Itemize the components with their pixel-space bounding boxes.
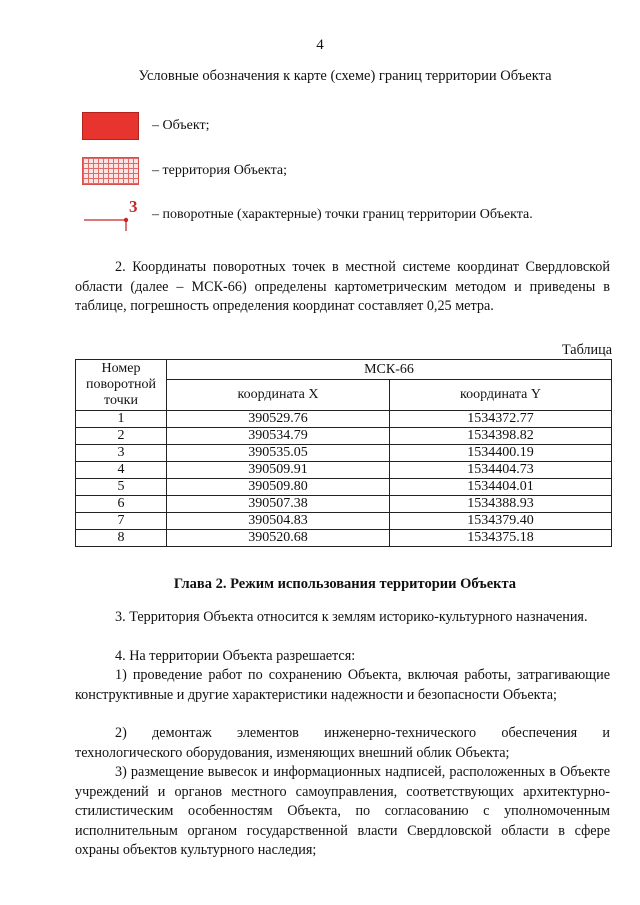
cell-point: 2 <box>76 428 167 445</box>
cell-y: 1534375.18 <box>390 530 612 547</box>
table-row <box>76 462 612 479</box>
header-point-number: Номер поворотной точки <box>76 360 167 411</box>
cell-x: 390534.79 <box>167 428 390 445</box>
cell-y: 1534400.19 <box>390 445 612 462</box>
legend-title: Условные обозначения к карте (схеме) границ территории Объекта <box>138 68 552 84</box>
cell-x: 390529.76 <box>167 411 390 428</box>
page-number: 4 <box>316 37 324 53</box>
cell-y: 1534404.01 <box>390 479 612 496</box>
table-row <box>76 530 612 547</box>
header-y: координата Y <box>390 380 612 411</box>
cell-point: 8 <box>76 530 167 547</box>
cell-x: 390509.91 <box>167 462 390 479</box>
red-fill-swatch-icon <box>82 112 139 140</box>
cell-y: 1534398.82 <box>390 428 612 445</box>
legend-item-object <box>82 112 622 142</box>
cell-point: 3 <box>76 445 167 462</box>
marker-label: 3 <box>129 198 138 216</box>
legend-text-object: – Объект; <box>152 118 210 133</box>
cell-point: 4 <box>76 462 167 479</box>
legend-text-turning-points: – поворотные (характерные) точки границ территории Объекта. <box>152 207 533 222</box>
paragraph-4: 4. На территории Объекта разрешается: <box>115 648 356 664</box>
list-item-1: 1) проведение работ по сохранению Объекта, включая работы, затрагивающие конструктивные и другие характеристики надежности и безопасности Объекта; <box>75 667 610 703</box>
paragraph-2: 2. Координаты поворотных точек в местной системе координат Свердловской области (далее – МСК-66) определены картометрическим методом и приведены в таблице, погрешность определения координат составляет 0,25 метра. <box>75 259 610 314</box>
paragraph-3: 3. Территория Объекта относится к землям историко-культурного назначения. <box>115 609 588 625</box>
header-coordinate-system: МСК-66 <box>167 360 612 380</box>
legend-item-territory <box>82 157 622 187</box>
turning-point-marker-icon <box>82 198 144 234</box>
table-row <box>76 513 612 530</box>
chapter-title: Глава 2. Режим использования территории Объекта <box>173 576 517 592</box>
hatched-grid-swatch-icon <box>82 157 139 185</box>
table-row <box>76 479 612 496</box>
cell-y: 1534388.93 <box>390 496 612 513</box>
cell-point: 5 <box>76 479 167 496</box>
list-item-3: 3) размещение вывесок и информационных надписей, расположенных в Объекте учреждений и органов местного самоуправления, соответствующих архитектурно-стилистическим особенностям Объекта, по согласованию с уполномоченным исполнительным органом государственной власти Свердловской области в сфере охраны объектов культурного наследия; <box>75 764 610 858</box>
table-row <box>76 428 612 445</box>
cell-y: 1534404.73 <box>390 462 612 479</box>
list-item-2: 2) демонтаж элементов инженерно-технического обеспечения и технологического оборудования, изменяющих внешний облик Объекта; <box>75 725 610 761</box>
table-row <box>76 445 612 462</box>
legend-item-turning-point <box>82 198 622 236</box>
table-row <box>76 411 612 428</box>
cell-y: 1534379.40 <box>390 513 612 530</box>
table-caption: Таблица <box>561 342 612 358</box>
cell-y: 1534372.77 <box>390 411 612 428</box>
cell-point: 1 <box>76 411 167 428</box>
cell-x: 390520.68 <box>167 530 390 547</box>
cell-x: 390507.38 <box>167 496 390 513</box>
header-x: координата X <box>167 380 390 411</box>
cell-x: 390535.05 <box>167 445 390 462</box>
legend-text-territory: – территория Объекта; <box>152 163 288 178</box>
table-row <box>76 496 612 513</box>
coordinates-table <box>75 359 612 547</box>
cell-x: 390504.83 <box>167 513 390 530</box>
cell-point: 7 <box>76 513 167 530</box>
cell-point: 6 <box>76 496 167 513</box>
cell-x: 390509.80 <box>167 479 390 496</box>
